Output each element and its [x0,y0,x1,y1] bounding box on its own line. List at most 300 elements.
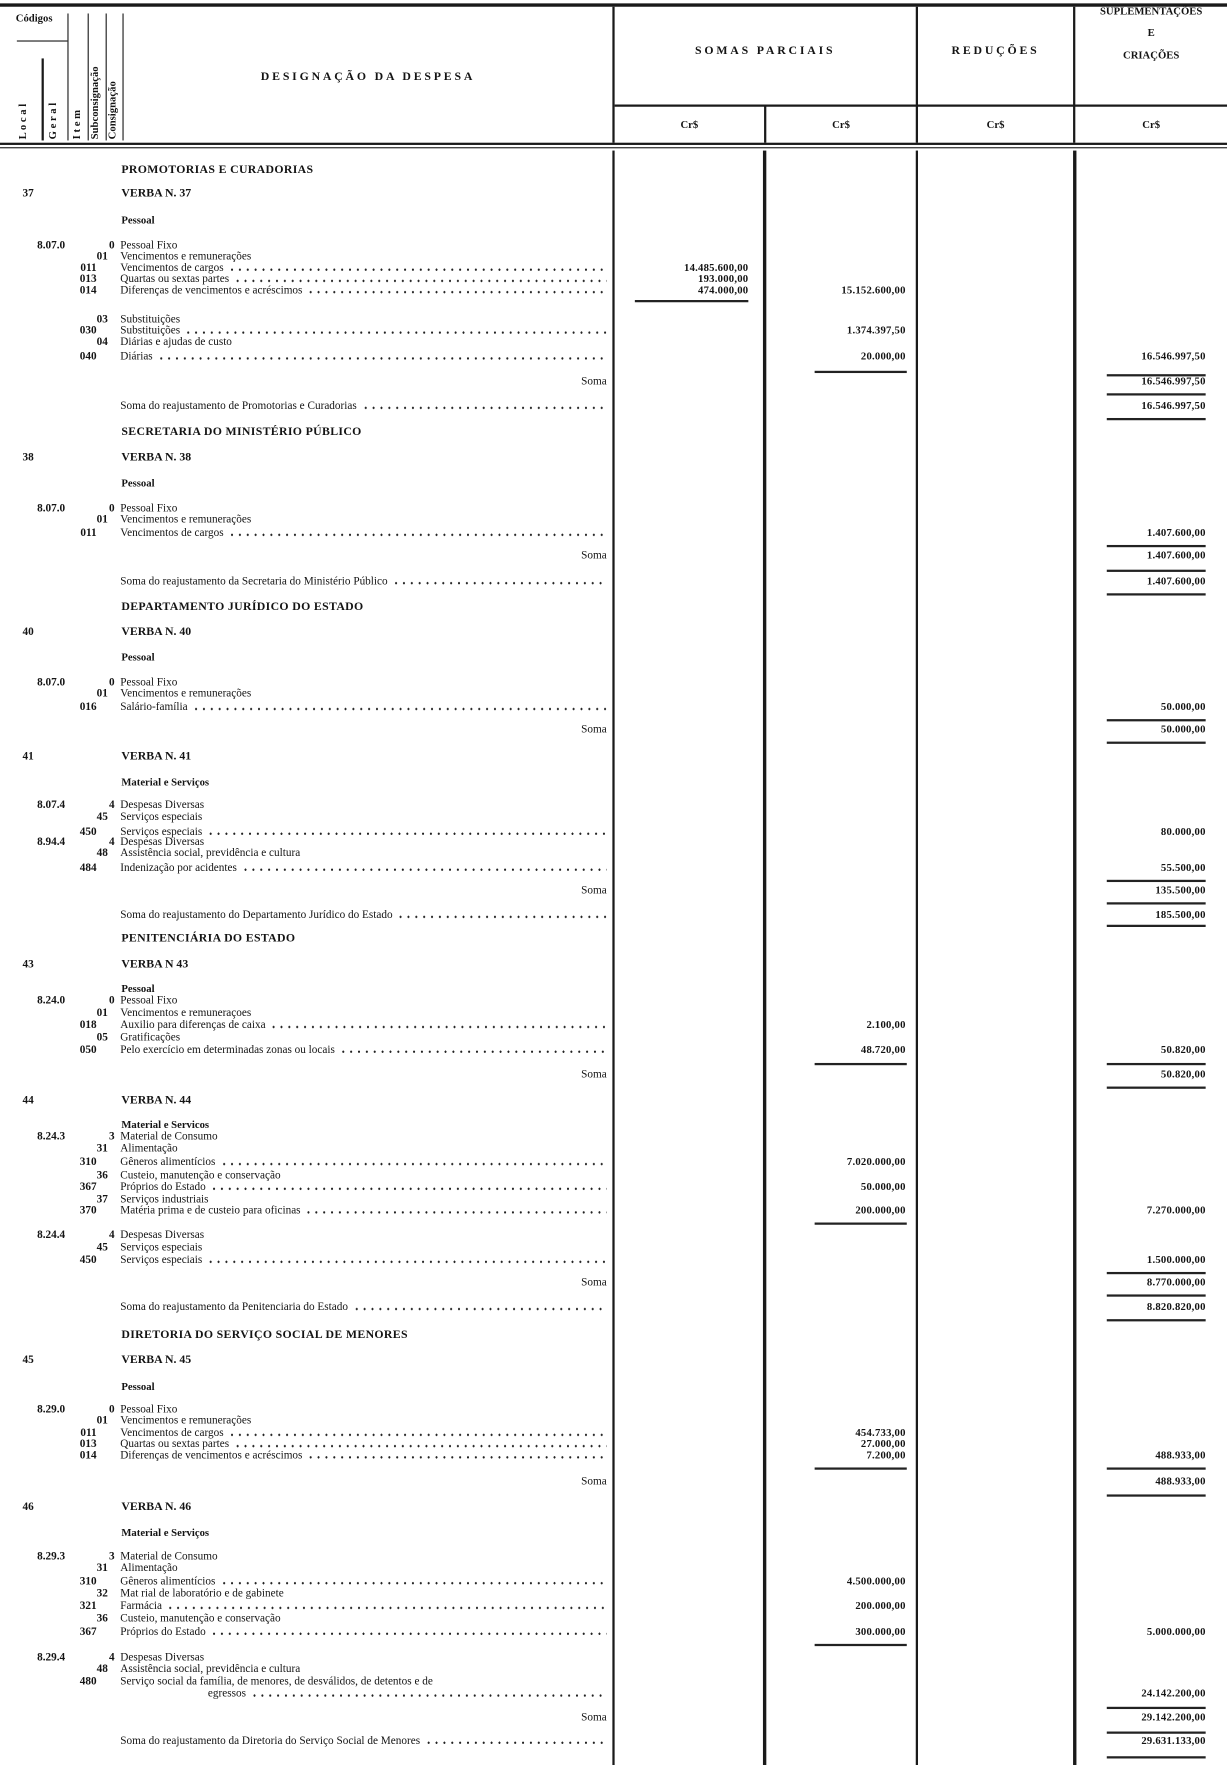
dot-leader [192,707,607,711]
expense-description [120,1156,607,1169]
sum-underline [815,1644,907,1646]
sum-underline [1107,880,1206,882]
item-code: 367 [79,1625,97,1639]
table-row-soma [0,1711,1227,1724]
geral-code: 8.07.0 [37,239,66,252]
soma-label: Soma [581,1475,607,1488]
supplement-amount: 7.270.000,00 [1146,1205,1206,1217]
expense-description: Vencimentos e remunerações [120,513,252,526]
table-row-heading [0,426,1227,439]
item-code: 310 [79,1156,97,1169]
dot-leader [185,330,607,334]
geral-code: 8.29.4 [37,1651,66,1665]
expense-description: Despesas Diversas [120,798,205,812]
item-code: 367 [79,1180,97,1194]
item-code: 0 [108,1403,115,1416]
sum-underline [1107,593,1206,595]
description-text: Serviços especiais [120,825,203,839]
partial-sum-col1: 193.000,00 [698,274,749,286]
code-divider [42,58,44,140]
sum-underline [1107,570,1206,572]
category-label: Pessoal [121,652,155,665]
description-text: Soma do reajustamento da Penitenciaria do Estado [120,1301,349,1314]
item-code: 018 [79,1019,97,1032]
subconsignacao-label: Subconsignação [89,66,102,140]
expense-description: Serviços especiais [120,811,203,824]
dot-leader [234,1444,607,1448]
item-code: 014 [79,1449,97,1462]
item-code: 310 [79,1575,97,1588]
expense-description [120,1449,607,1462]
table-row-leader [0,701,1227,714]
item-code: 013 [79,273,97,286]
supplement-amount: 29.142.200,00 [1141,1712,1206,1724]
item-label: I t e m [71,109,84,140]
table-row-group [0,652,1227,665]
item-code: 050 [79,1043,97,1057]
table-row-heading [0,164,1227,177]
table-row-soma [0,884,1227,897]
table-row-line [0,811,1227,824]
currency-col4: Cr$ [1142,120,1161,132]
total-description [120,1735,607,1748]
item-code: 0 [108,676,115,689]
dot-leader [250,1693,606,1697]
supplement-amount: 135.500,00 [1155,885,1206,897]
section-heading: PENITENCIÁRIA DO ESTADO [121,932,296,945]
dot-leader [392,581,607,585]
expense-description: Alimentação [120,1142,178,1156]
expense-description: Custeio, manutenção e conservação [120,1169,281,1183]
expense-description: Serviços especiais [120,1241,203,1254]
code-divider [88,13,89,140]
item-code: 32 [96,1587,108,1601]
description-text: Quartas ou sextas partes [120,1438,230,1451]
geral-code: 8.94.4 [37,835,66,849]
partial-sum-col2: 4.500.000,00 [846,1576,906,1588]
item-code: 31 [96,1142,108,1156]
sum-underline [1107,742,1206,744]
category-label: Pessoal [121,478,155,490]
soma-label: Soma [581,375,607,388]
geral-code: 8.29.0 [37,1403,66,1416]
item-code: 48 [96,847,108,860]
expense-description: Material de Consumo [120,1130,218,1143]
partial-sum-col2: 200.000,00 [855,1205,906,1217]
description-text: Indenização por acidentes [120,861,237,875]
description-text: Quartas ou sextas partes [120,273,230,286]
dot-leader [307,1455,607,1459]
expense-description: Serviço social da família, de menores, de desválidos, de detentos e de [120,1675,433,1688]
item-code: 011 [80,1427,97,1440]
item-code: 0 [108,239,115,252]
expense-description: Substituições [120,313,181,326]
item-code: 36 [96,1169,108,1183]
expense-description [120,351,607,364]
table-row-verba [0,751,1227,764]
item-code: 014 [79,284,97,297]
description-text: Salário-família [120,701,188,714]
sum-underline [1107,1732,1206,1734]
partial-sum-col2: 300.000,00 [855,1627,906,1639]
header-sub-rule [615,104,1227,106]
supplement-amount: 8.820.820,00 [1146,1302,1206,1314]
table-row-line [0,336,1227,349]
table-row-verba [0,1354,1227,1367]
table-row-line [0,688,1227,701]
table-row-verba [0,188,1227,201]
item-code: 011 [80,526,97,540]
sum-underline [1107,1087,1206,1089]
supplement-amount: 50.000,00 [1160,724,1206,736]
expense-description [120,1254,607,1267]
supplement-amount: 1.407.600,00 [1146,550,1206,562]
description-text: Soma do reajustamento da Secretaria do Ministério Público [120,575,388,588]
local-code: 38 [22,451,34,465]
expense-description [120,1205,607,1218]
item-code: 01 [96,687,108,701]
item-code: 45 [96,811,108,824]
dot-leader [210,1187,607,1191]
soma-label: Soma [581,723,607,736]
item-code: 011 [80,261,97,275]
soma-label: Soma [581,1068,607,1081]
table-row-soma [0,724,1227,737]
dot-leader [220,1581,607,1585]
dot-leader [157,356,607,360]
description-text: Diferenças de vencimentos e acréscimos [120,1449,303,1462]
description-text: Próprios do Estado [120,1625,206,1639]
reducoes-header: REDUÇÕES [951,44,1040,58]
expense-description: Assistência social, previdência e cultura [120,1662,301,1676]
dot-leader [228,533,607,537]
description-text: Soma do reajustamento da Diretoria do Serviço Social de Menores [120,1734,421,1748]
local-code: 41 [22,750,34,763]
verba-title: VERBA N. 45 [121,1353,192,1367]
expense-description [120,1626,607,1639]
table-row-soma [0,549,1227,562]
dot-leader [167,1606,607,1610]
table-row-leader [0,1044,1227,1057]
local-code: 43 [22,958,34,971]
supplement-amount: 5.000.000,00 [1146,1627,1206,1639]
sum-underline [1107,1272,1206,1274]
expense-description: Assistência social, previdência e cultura [120,847,301,860]
geral-code: 8.07.0 [37,676,66,689]
supplement-amount: 50.000,00 [1160,702,1206,714]
expense-description: Pessoal Fixo [120,502,178,515]
category-label: Pessoal [121,984,155,996]
expense-description: Vencimentos e remuneraçoes [120,1006,252,1020]
sum-underline [1107,902,1206,904]
sum-underline [1107,1063,1206,1065]
expense-description: Custeio, manutenção e conservação [120,1612,281,1625]
description-text: Matéria prima e de custeio para oficinas [120,1204,301,1217]
supplement-amount: 29.631.133,00 [1141,1736,1206,1748]
dot-leader [397,915,607,919]
expense-description [120,1044,607,1057]
expense-description: Despesas Diversas [120,835,205,849]
expense-description [120,527,607,540]
item-code: 016 [79,701,97,714]
table-row-leader [0,1449,1227,1462]
suplementacoes-header: SUPLEMENTAÇÕES [1099,6,1203,18]
category-label: Pessoal [121,215,155,227]
description-text: egressos [207,1687,246,1701]
table-row-verba [0,958,1227,971]
table-row-leader [0,1626,1227,1639]
dot-leader [241,867,606,871]
sum-underline [1107,393,1206,395]
table-row-cont [0,1688,1227,1701]
partial-sum-col2: 200.000,00 [855,1601,906,1613]
sum-underline [815,371,907,373]
description-text: Próprios do Estado [120,1180,206,1194]
supplement-amount: 1.500.000,00 [1146,1255,1206,1267]
sum-underline [1107,374,1206,376]
table-row-leader [0,1254,1227,1267]
expense-description: Despesas Diversas [120,1651,205,1665]
partial-sum-col1: 14.485.600,00 [684,262,749,275]
table-row-group [0,776,1227,789]
supplement-amount: 8.770.000,00 [1146,1277,1206,1289]
table-row-verba [0,452,1227,465]
expense-description: Material de Consumo [120,1550,218,1563]
dot-leader [307,290,607,294]
local-code: 44 [22,1094,34,1107]
geral-code: 8.24.3 [37,1130,66,1143]
soma-label: Soma [581,1711,607,1724]
verba-title: VERBA N. 44 [121,1094,192,1107]
description-text: Pelo exercício em determinadas zonas ou locais [120,1043,335,1057]
expense-description [120,862,607,875]
verba-title: VERBA N. 41 [121,750,192,763]
item-code: 321 [79,1600,97,1613]
sum-underline [1107,1467,1206,1469]
supplement-amount: 488.933,00 [1155,1450,1206,1462]
sum-underline [1107,1319,1206,1321]
item-code: 013 [79,1438,97,1451]
section-heading: PROMOTORIAS E CURADORIAS [121,164,314,177]
table-row-heading [0,1329,1227,1342]
verba-title: VERBA N. 40 [121,625,192,639]
table-row-leader [0,527,1227,540]
dot-leader [339,1049,606,1053]
description-text: Farmácia [120,1600,163,1613]
expense-description [120,701,607,714]
supplement-amount: 16.546.997,50 [1141,376,1206,388]
item-code: 36 [96,1612,108,1625]
sum-underline [1107,925,1206,927]
category-label: Pessoal [121,1382,155,1394]
description-text: Substituições [120,324,181,338]
table-row-group [0,1527,1227,1540]
dot-leader [207,1260,607,1264]
section-heading: DEPARTAMENTO JURÍDICO DO ESTADO [121,601,364,614]
currency-col3: Cr$ [986,120,1005,132]
expense-description: Gratificações [120,1031,181,1044]
expense-description: Pessoal Fixo [120,676,178,689]
item-code: 4 [108,798,115,812]
expense-description: Alimentação [120,1561,178,1575]
local-code: 37 [22,187,34,201]
item-code: 030 [79,324,97,338]
table-row-soma [0,1276,1227,1289]
item-code: 4 [108,835,115,849]
description-text: Gêneros alimentícios [120,1575,216,1588]
sum-underline [815,1223,907,1225]
local-code: 45 [22,1353,34,1367]
expense-description: Pessoal Fixo [120,994,178,1007]
item-code: 0 [108,994,115,1007]
local-label: L o c a l [17,103,30,140]
supplement-amount: 1.407.600,00 [1146,576,1206,588]
table-row-group [0,478,1227,491]
dot-leader [228,1433,607,1437]
expense-description: Vencimentos e remunerações [120,250,252,263]
table-row-soma [0,1475,1227,1488]
category-label: Material e Serviços [121,1528,210,1540]
sum-underline [1107,1707,1206,1709]
item-code: 01 [96,250,108,263]
dot-leader [220,1162,607,1166]
supplement-amount: 185.500,00 [1155,910,1206,922]
item-code: 01 [96,1006,108,1020]
item-code: 01 [96,1414,108,1428]
sum-underline [635,300,748,302]
expense-description: Vencimentos e remunerações [120,687,252,701]
total-description [120,1301,607,1314]
item-code: 370 [79,1204,97,1217]
codigos-label: Códigos [15,13,53,25]
dot-leader [228,267,607,271]
item-code: 040 [79,350,97,363]
table-row-line [0,847,1227,860]
expense-description [120,284,607,297]
dot-leader [210,1632,607,1636]
sum-underline [1107,719,1206,721]
table-row-heading [0,933,1227,946]
partial-sum-col1: 474.000,00 [698,285,749,297]
code-divider [106,13,107,140]
sum-underline [815,1467,907,1469]
table-row-leader [0,351,1227,364]
item-code: 04 [96,335,108,349]
expense-description: Pessoal Fixo [120,1403,178,1416]
section-heading: SECRETARIA DO MINISTÉRIO PÚBLICO [121,425,362,439]
item-code: 3 [108,1130,115,1143]
table-row-total [0,400,1227,413]
item-code: 4 [108,1229,115,1242]
item-code: 3 [108,1550,115,1563]
supplement-amount: 488.933,00 [1155,1476,1206,1488]
partial-sum-col2: 27.000,00 [860,1439,906,1451]
description-text: Soma do reajustamento de Promotorias e Curadorias [120,400,357,413]
supplement-amount: 50.820,00 [1160,1044,1206,1057]
verba-title: VERBA N. 37 [121,187,192,201]
geral-code: 8.29.3 [37,1550,66,1563]
table-row-line [0,1143,1227,1156]
table-row-line [0,1612,1227,1625]
table-row-leader [0,284,1227,297]
table-row-leader [0,1156,1227,1169]
geral-code: 8.24.4 [37,1229,66,1242]
section-heading: DIRETORIA DO SERVIÇO SOCIAL DE MENORES [121,1329,408,1342]
partial-sum-col2: 48.720,00 [860,1044,906,1057]
designacao-header: DESIGNAÇÃO DA DESPESA [260,70,476,84]
partial-sum-col2: 20.000,00 [860,351,906,363]
dot-leader [425,1741,607,1745]
description-text: Vencimentos de cargos [120,1427,224,1440]
table-row-leader [0,1205,1227,1218]
dot-leader [270,1025,607,1029]
table-row-soma [0,375,1227,388]
partial-sum-col2: 7.200,00 [866,1450,906,1462]
soma-label: Soma [581,1276,607,1289]
verba-title: VERBA N 43 [121,958,189,971]
item-code: 31 [96,1561,108,1575]
total-description [120,400,607,413]
verba-title: VERBA N. 38 [121,451,192,465]
description-text: Vencimentos de cargos [120,261,224,275]
item-code: 03 [96,313,108,326]
sum-underline [1107,1494,1206,1496]
currency-col2: Cr$ [832,120,850,132]
partial-sum-col2: 1.374.397,50 [846,325,906,338]
supplement-amount: 1.407.600,00 [1146,528,1206,540]
geral-label: G e r a l [48,102,60,140]
description-text: Auxilio para diferenças de caixa [120,1019,266,1032]
description-text: Soma do reajustamento do Departamento Jurídico do Estado [120,909,393,922]
table-row-verba [0,1094,1227,1107]
supplement-amount: 16.546.997,50 [1141,401,1206,413]
partial-sum-col2: 15.152.600,00 [841,285,906,297]
sum-underline [815,1063,907,1065]
verba-title: VERBA N. 46 [121,1501,192,1514]
description-text: Gêneros alimentícios [120,1156,216,1169]
header-bottom-rule [0,143,1227,145]
item-code: 45 [96,1241,108,1254]
description-text: Diferenças de vencimentos e acréscimos [120,284,303,297]
currency-col1: Cr$ [680,120,699,132]
table-row-group [0,215,1227,228]
item-code: 484 [79,861,97,875]
table-row-verba [0,1501,1227,1514]
item-code: 37 [96,1193,108,1206]
total-description [120,575,607,588]
table-row-line [0,1562,1227,1575]
sum-underline [1107,1756,1206,1758]
code-divider [67,13,68,140]
table-row-group [0,1381,1227,1394]
table-row-line [0,513,1227,526]
local-code: 40 [22,625,34,639]
supplement-amount: 55.500,00 [1160,862,1206,875]
table-row-total [0,1301,1227,1314]
suplementacoes-e: E [1147,28,1155,40]
table-row-heading [0,601,1227,614]
dot-leader [353,1307,607,1311]
sum-underline [1107,545,1206,547]
geral-code: 8.07.4 [37,798,66,812]
item-code: 480 [79,1675,97,1688]
expense-description: Diárias e ajudas de custo [120,335,232,349]
table-row-total [0,1735,1227,1748]
somas-parciais-header: SOMAS PARCIAIS [694,44,836,58]
sum-underline [1107,1294,1206,1296]
expense-description: Mat rial de laboratório e de gabinete [120,1587,284,1601]
geral-code: 8.24.0 [37,994,66,1007]
